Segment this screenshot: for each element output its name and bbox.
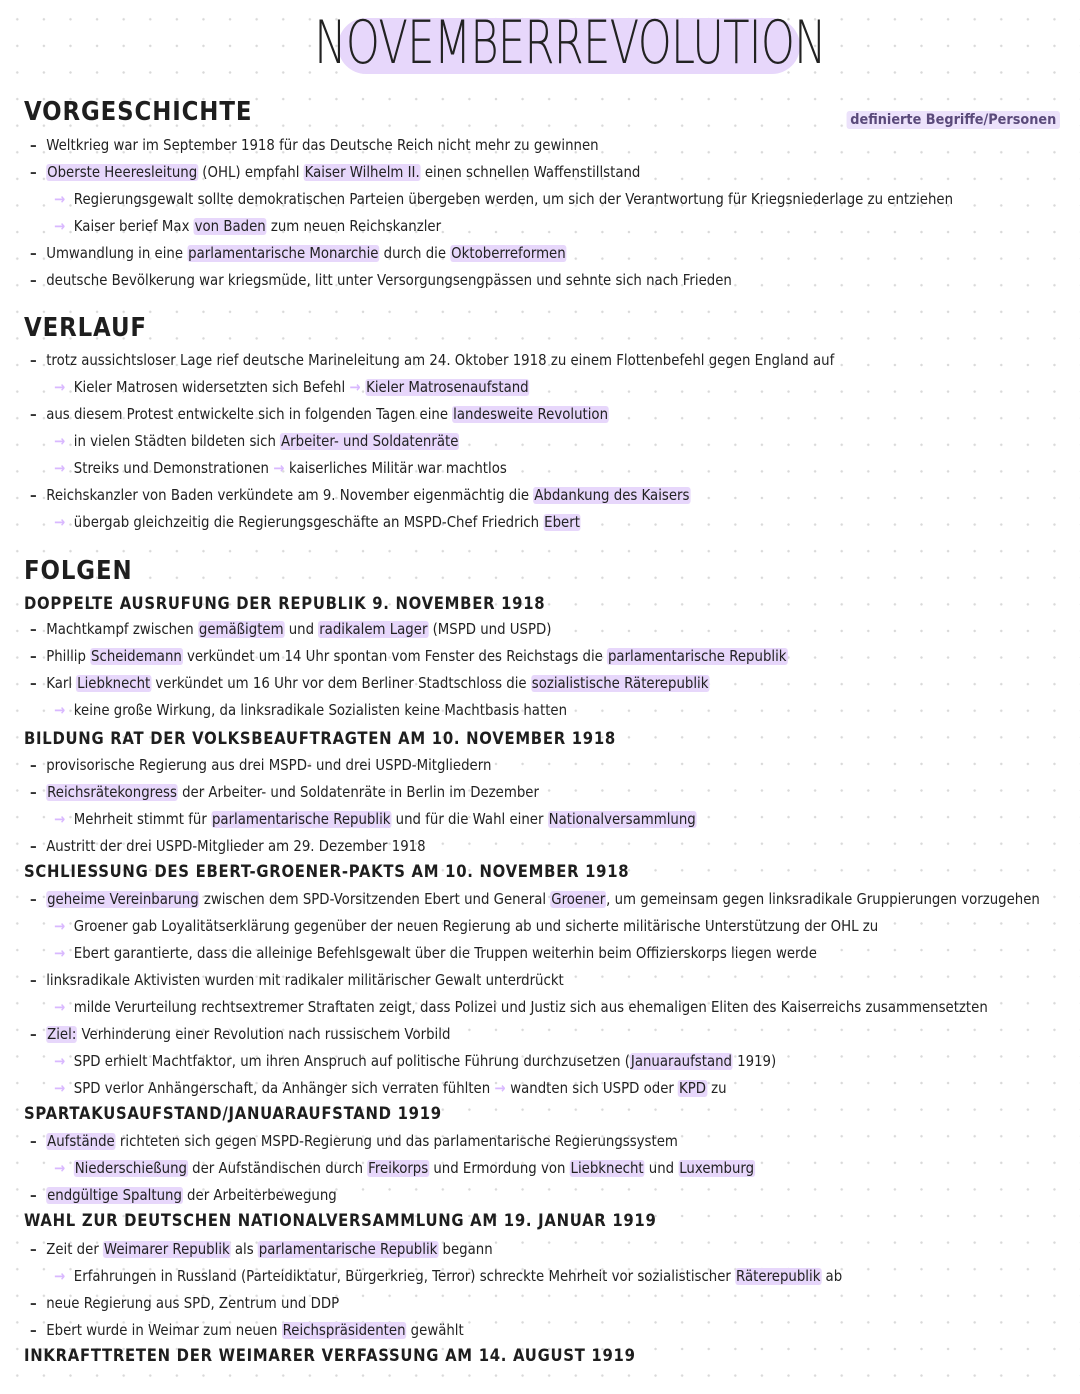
arrow-right-icon: →	[54, 918, 66, 935]
text-segment: durch die	[379, 245, 451, 262]
dash-bullet-icon: –	[30, 891, 37, 908]
dash-bullet-icon: –	[30, 1133, 37, 1150]
bullet-line	[30, 1132, 678, 1152]
dash-bullet-icon: –	[30, 972, 37, 989]
dash-bullet-icon: –	[30, 1295, 37, 1312]
bullet-line	[30, 971, 564, 991]
bullet-line	[30, 620, 551, 640]
highlighted-term: sozialistische Räterepublik	[531, 675, 709, 692]
highlighted-term: Räterepublik	[736, 1268, 821, 1285]
dash-bullet-icon: –	[30, 245, 37, 262]
text-segment: Phillip	[46, 648, 91, 665]
bullet-line	[30, 674, 709, 694]
text-segment: (OHL) empfahl	[198, 164, 304, 181]
text-segment: Streiks und Demonstrationen	[73, 460, 274, 477]
arrow-right-icon: →	[54, 811, 66, 828]
highlighted-term: gemäßigtem	[198, 621, 284, 638]
highlighted-term: parlamentarische Monarchie	[188, 245, 379, 262]
text-segment: SPD verlor Anhängerschaft, da Anhänger sich verraten fühlten	[73, 1080, 495, 1097]
highlighted-term: KPD	[679, 1080, 707, 1097]
subheading-wahl: WAHL ZUR DEUTSCHEN NATIONALVERSAMMLUNG AM 19. JANUAR 1919	[24, 1211, 657, 1230]
text-segment: der Arbeiterbewegung	[182, 1187, 337, 1204]
text-segment: Machtkampf zwischen	[46, 621, 198, 638]
arrow-right-icon: →	[54, 1053, 66, 1070]
subheading-verfassung: INKRAFTTRETEN DER WEIMARER VERFASSUNG AM 14. AUGUST 1919	[24, 1346, 636, 1365]
dash-bullet-icon: –	[30, 137, 37, 154]
highlighted-term: Ziel:	[47, 1026, 77, 1043]
arrow-line	[54, 378, 530, 398]
text-segment: provisorische Regierung aus drei MSPD- und drei USPD-Mitgliedern	[46, 757, 492, 774]
text-segment: Karl	[46, 675, 77, 692]
text-segment: wandten sich USPD oder	[510, 1080, 679, 1097]
highlighted-term: Groener	[551, 891, 606, 908]
arrow-right-icon: →	[54, 460, 66, 477]
text-segment: Erfahrungen in Russland (Parteidiktatur, Bürgerkrieg, Terror) schreckte Mehrheit vor sozialistischer	[73, 1268, 736, 1285]
text-segment: milde Verurteilung rechtsextremer Straftaten zeigt, dass Polizei und Justiz sich aus ehemaligen Eliten des Kaiserreichs zusammensetzten	[73, 999, 988, 1016]
highlighted-term: Nationalversammlung	[548, 811, 696, 828]
highlighted-term: parlamentarische Republik	[258, 1241, 438, 1258]
bullet-line	[30, 647, 787, 667]
text-segment: keine große Wirkung, da linksradikale Sozialisten keine Machtbasis hatten	[73, 702, 568, 719]
highlighted-term: Freikorps	[368, 1160, 429, 1177]
text-segment: Kieler Matrosen widersetzten sich Befehl	[73, 379, 350, 396]
text-segment: neue Regierung aus SPD, Zentrum und DDP	[46, 1295, 340, 1312]
dash-bullet-icon: –	[30, 838, 37, 855]
text-segment: und für die Wahl einer	[391, 811, 548, 828]
dash-bullet-icon: –	[30, 757, 37, 774]
highlighted-term: Abdankung des Kaisers	[534, 487, 690, 504]
subheading-rat: BILDUNG RAT DER VOLKSBEAUFTRAGTEN AM 10. NOVEMBER 1918	[24, 729, 616, 748]
text-segment: Verhinderung einer Revolution nach russischem Vorbild	[77, 1026, 451, 1043]
highlighted-term: Reichsrätekongress	[47, 784, 177, 801]
arrow-line	[54, 1052, 776, 1072]
arrow-line	[54, 432, 459, 452]
bullet-line	[30, 163, 640, 183]
arrow-right-icon: →	[54, 218, 66, 235]
arrow-right-icon: →	[54, 1268, 66, 1285]
text-segment: kaiserliches Militär war machtlos	[288, 460, 507, 477]
highlighted-term: geheime Vereinbarung	[47, 891, 199, 908]
highlighted-term: Oktoberreformen	[451, 245, 566, 262]
arrow-line	[54, 810, 697, 830]
bullet-line	[30, 244, 567, 264]
highlighted-term: Oberste Heeresleitung	[47, 164, 198, 181]
highlighted-term: von Baden	[194, 218, 266, 235]
arrow-line	[54, 998, 988, 1018]
bullet-line	[30, 271, 732, 291]
dash-bullet-icon: –	[30, 406, 37, 423]
highlighted-term: Kieler Matrosenaufstand	[366, 379, 529, 396]
text-segment: in vielen Städten bildeten sich	[73, 433, 281, 450]
arrow-line	[54, 1159, 755, 1179]
section-heading-folgen: FOLGEN	[24, 556, 133, 586]
text-segment: einen schnellen Waffenstillstand	[420, 164, 641, 181]
highlighted-term: Kaiser Wilhelm II.	[304, 164, 420, 181]
highlighted-term: Liebknecht	[570, 1160, 644, 1177]
text-segment: 1919)	[732, 1053, 777, 1070]
section-heading-verlauf: VERLAUF	[24, 313, 147, 343]
dash-bullet-icon: –	[30, 164, 37, 181]
bullet-line	[30, 783, 539, 803]
text-segment: Austritt der drei USPD-Mitglieder am 29. Dezember 1918	[46, 838, 426, 855]
bullet-line	[30, 1321, 464, 1341]
highlighted-term: Niederschießung	[74, 1160, 188, 1177]
highlighted-term: Aufstände	[47, 1133, 115, 1150]
highlighted-term: Weimarer Republik	[103, 1241, 230, 1258]
highlighted-term: parlamentarische Republik	[607, 648, 787, 665]
section-heading-vorgeschichte: VORGESCHICHTE	[24, 97, 253, 127]
highlighted-term: Scheidemann	[91, 648, 182, 665]
subheading-pakt: SCHLIESSUNG DES EBERT-GROENER-PAKTS AM 10. NOVEMBER 1918	[24, 862, 630, 881]
text-segment: Ebert wurde in Weimar zum neuen	[46, 1322, 282, 1339]
arrow-right-icon: →	[54, 191, 66, 208]
text-segment: gewählt	[406, 1322, 464, 1339]
arrow-line	[54, 1267, 842, 1287]
highlighted-term: Reichspräsidenten	[282, 1322, 406, 1339]
inline-arrow-icon: →	[494, 1080, 511, 1097]
arrow-right-icon: →	[54, 999, 66, 1016]
text-segment: aus diesem Protest entwickelte sich in folgenden Tagen eine	[46, 406, 453, 423]
text-segment: linksradikale Aktivisten wurden mit radikaler militärischer Gewalt unterdrückt	[46, 972, 564, 989]
arrow-right-icon: →	[54, 702, 66, 719]
text-segment: begann	[438, 1241, 493, 1258]
arrow-line	[54, 701, 567, 721]
text-segment: zum neuen Reichskanzler	[266, 218, 442, 235]
inline-arrow-icon: →	[273, 460, 289, 477]
text-segment: Mehrheit stimmt für	[73, 811, 212, 828]
bullet-line	[30, 1186, 337, 1206]
dash-bullet-icon: –	[30, 784, 37, 801]
bullet-line	[30, 351, 834, 371]
dash-bullet-icon: –	[30, 272, 37, 289]
dash-bullet-icon: –	[30, 1322, 37, 1339]
dash-bullet-icon: –	[30, 1187, 37, 1204]
text-segment: der Arbeiter- und Soldatenräte in Berlin im Dezember	[177, 784, 539, 801]
text-segment: und	[284, 621, 319, 638]
legend-label: definierte Begriffe/Personen	[847, 111, 1060, 129]
bullet-line	[30, 486, 690, 506]
dash-bullet-icon: –	[30, 352, 37, 369]
highlighted-term: Januaraufstand	[630, 1053, 733, 1070]
bullet-line	[30, 136, 599, 156]
text-segment: ab	[821, 1268, 843, 1285]
arrow-right-icon: →	[54, 514, 66, 531]
arrow-right-icon: →	[54, 379, 66, 396]
subheading-spartakus: SPARTAKUSAUFSTAND/JANUARAUFSTAND 1919	[24, 1104, 442, 1123]
text-segment: Ebert garantierte, dass die alleinige Befehlsgewalt über die Truppen weiterhin beim Offizierskorps liegen werde	[73, 945, 817, 962]
highlighted-term: Ebert	[544, 514, 580, 531]
arrow-right-icon: →	[54, 1080, 66, 1097]
bullet-line	[30, 890, 1040, 910]
bullet-line	[30, 1025, 450, 1045]
text-segment: der Aufständischen durch	[187, 1160, 368, 1177]
text-segment: Regierungsgewalt sollte demokratischen Parteien übergeben werden, um sich der Verantwortung für Kriegsniederlage zu entziehen	[73, 191, 954, 208]
text-segment: Reichskanzler von Baden verkündete am 9. November eigenmächtig die	[46, 487, 534, 504]
arrow-line	[54, 217, 441, 237]
text-segment: zu	[706, 1080, 727, 1097]
text-segment: als	[230, 1241, 258, 1258]
arrow-line	[54, 190, 953, 210]
text-segment: Weltkrieg war im September 1918 für das Deutsche Reich nicht mehr zu gewinnen	[46, 137, 599, 154]
highlighted-term: Arbeiter- und Soldatenräte	[281, 433, 459, 450]
text-segment: deutsche Bevölkerung war kriegsmüde, litt unter Versorgungsengpässen und sehnte sich nach Frieden	[46, 272, 732, 289]
highlighted-term: landesweite Revolution	[453, 406, 609, 423]
subheading-ausrufung: DOPPELTE AUSRUFUNG DER REPUBLIK 9. NOVEMBER 1918	[24, 594, 546, 613]
arrow-right-icon: →	[54, 1160, 66, 1177]
highlighted-term: Liebknecht	[77, 675, 151, 692]
highlighted-term: parlamentarische Republik	[211, 811, 391, 828]
text-segment: und	[644, 1160, 679, 1177]
text-segment: SPD erhielt Machtfaktor, um ihren Anspruch auf politische Führung durchzusetzen (	[73, 1053, 631, 1070]
dash-bullet-icon: –	[30, 1026, 37, 1043]
arrow-line	[54, 513, 581, 533]
text-segment: übergab gleichzeitig die Regierungsgeschäfte an MSPD-Chef Friedrich	[73, 514, 544, 531]
bullet-line	[30, 837, 426, 857]
page-title: NOVEMBERREVOLUTION	[314, 8, 826, 78]
bullet-line	[30, 756, 491, 776]
dash-bullet-icon: –	[30, 1241, 37, 1258]
dash-bullet-icon: –	[30, 648, 37, 665]
text-segment: verkündet um 16 Uhr vor dem Berliner Stadtschloss die	[151, 675, 531, 692]
text-segment: (MSPD und USPD)	[428, 621, 552, 638]
dash-bullet-icon: –	[30, 675, 37, 692]
text-segment: richteten sich gegen MSPD-Regierung und das parlamentarische Regierungssystem	[115, 1133, 678, 1150]
highlighted-term: endgültige Spaltung	[47, 1187, 182, 1204]
bullet-line	[30, 405, 609, 425]
text-segment: zwischen dem SPD-Vorsitzenden Ebert und General	[199, 891, 551, 908]
arrow-line	[54, 459, 507, 479]
arrow-line	[54, 944, 817, 964]
arrow-line	[54, 1079, 727, 1099]
highlighted-term: Luxemburg	[679, 1160, 755, 1177]
inline-arrow-icon: →	[349, 379, 366, 396]
text-segment: verkündet um 14 Uhr spontan vom Fenster des Reichstags die	[182, 648, 608, 665]
text-segment: trotz aussichtsloser Lage rief deutsche Marineleitung am 24. Oktober 1918 zu einem Flottenbefehl gegen England auf	[46, 352, 835, 369]
arrow-line	[54, 917, 878, 937]
text-segment: Kaiser berief Max	[73, 218, 194, 235]
text-segment: , um gemeinsam gegen linksradikale Gruppierungen vorzugehen	[606, 891, 1040, 908]
arrow-right-icon: →	[54, 945, 66, 962]
arrow-right-icon: →	[54, 433, 66, 450]
text-segment: Groener gab Loyalitätserklärung gegenüber der neuen Regierung ab und sicherte militärische Unterstützung der OHL zu	[73, 918, 879, 935]
highlighted-term: radikalem Lager	[319, 621, 428, 638]
text-segment: Umwandlung in eine	[46, 245, 188, 262]
bullet-line	[30, 1240, 493, 1260]
dash-bullet-icon: –	[30, 487, 37, 504]
text-segment: und Ermordung von	[429, 1160, 570, 1177]
bullet-line	[30, 1294, 339, 1314]
dash-bullet-icon: –	[30, 621, 37, 638]
text-segment: Zeit der	[46, 1241, 104, 1258]
